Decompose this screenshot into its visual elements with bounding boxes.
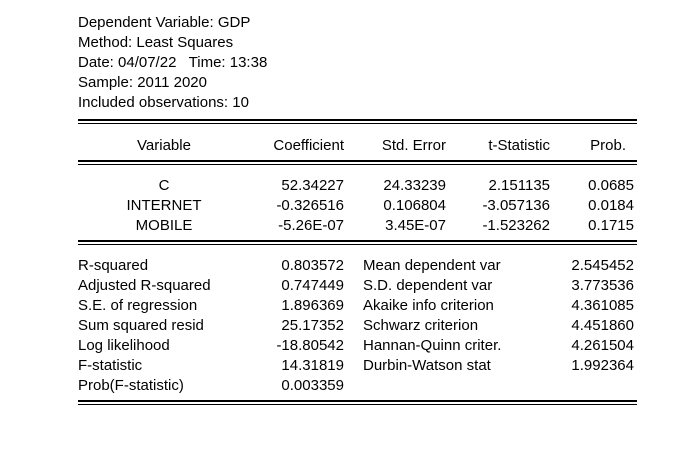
stat-label-f-statistic: F-statistic [78,357,143,374]
stat-value-schwarz: 4.451860 [571,317,634,334]
stat-label-durbin-watson: Durbin-Watson stat [363,357,491,374]
stat-value-r-squared: 0.803572 [281,257,344,274]
stat-label-hannan-quinn: Hannan-Quinn criter. [363,337,502,354]
stat-label-r-squared: R-squared [78,257,149,274]
top-rule-1 [78,119,637,121]
header-rule-2 [78,164,637,165]
stderr-value-mobile: 3.45E-07 [385,217,446,234]
bottom-rule-1 [78,400,637,402]
prob-value-mobile: 0.1715 [588,217,634,234]
coef-value-mobile: -5.26E-07 [278,217,344,234]
stat-label-se-regression: S.E. of regression [78,297,198,314]
stat-value-akaike: 4.361085 [571,297,634,314]
stat-value-durbin-watson: 1.992364 [571,357,634,374]
col-header-std-error: Std. Error [381,137,446,154]
stat-value-hannan-quinn: 4.261504 [571,337,634,354]
observations-line: Included observations: 10 [78,94,249,111]
dependent-variable-line: Dependent Variable: GDP [78,14,251,31]
stat-label-mean-dep-var: Mean dependent var [363,257,501,274]
col-header-coefficient: Coefficient [273,137,344,154]
stat-value-prob-f-statistic: 0.003359 [281,377,344,394]
stat-label-sum-sq-resid: Sum squared resid [78,317,204,334]
stat-label-akaike: Akaike info criterion [363,297,494,314]
coef-variable-internet: INTERNET [126,197,202,214]
bottom-rule-2 [78,404,637,405]
coef-value-c: 52.34227 [281,177,344,194]
sample-line: Sample: 2011 2020 [78,74,207,91]
regression-header [78,13,267,113]
stat-value-se-regression: 1.896369 [281,297,344,314]
top-rule-2 [78,123,637,124]
col-header-prob: Prob. [590,137,626,154]
stderr-value-c: 24.33239 [383,177,446,194]
stat-value-sd-dep-var: 3.773536 [571,277,634,294]
middle-rule-2 [78,244,637,245]
stat-value-log-likelihood: -18.80542 [276,337,344,354]
stat-label-prob-f-statistic: Prob(F-statistic) [78,377,184,394]
header-rule-1 [78,160,637,162]
prob-value-c: 0.0685 [588,177,634,194]
prob-value-internet: 0.0184 [588,197,634,214]
method-line: Method: Least Squares [78,34,234,51]
col-header-variable: Variable [137,137,191,154]
middle-rule-1 [78,240,637,242]
col-header-t-statistic: t-Statistic [488,137,550,154]
coef-variable-c: C [158,177,170,194]
stat-label-sd-dep-var: S.D. dependent var [363,277,493,294]
stderr-value-internet: 0.106804 [383,197,446,214]
tstat-value-internet: -3.057136 [482,197,550,214]
coef-variable-mobile: MOBILE [135,217,193,234]
stat-label-log-likelihood: Log likelihood [78,337,170,354]
stat-value-f-statistic: 14.31819 [281,357,344,374]
stat-value-adj-r-squared: 0.747449 [281,277,344,294]
stat-value-sum-sq-resid: 25.17352 [281,317,344,334]
coef-value-internet: -0.326516 [276,197,344,214]
stat-label-schwarz: Schwarz criterion [363,317,479,334]
tstat-value-c: 2.151135 [488,177,550,194]
date-time-line: Date: 04/07/22 Time: 13:38 [78,54,268,71]
tstat-value-mobile: -1.523262 [482,217,550,234]
stat-value-mean-dep-var: 2.545452 [571,257,634,274]
stat-label-adj-r-squared: Adjusted R-squared [78,277,211,294]
